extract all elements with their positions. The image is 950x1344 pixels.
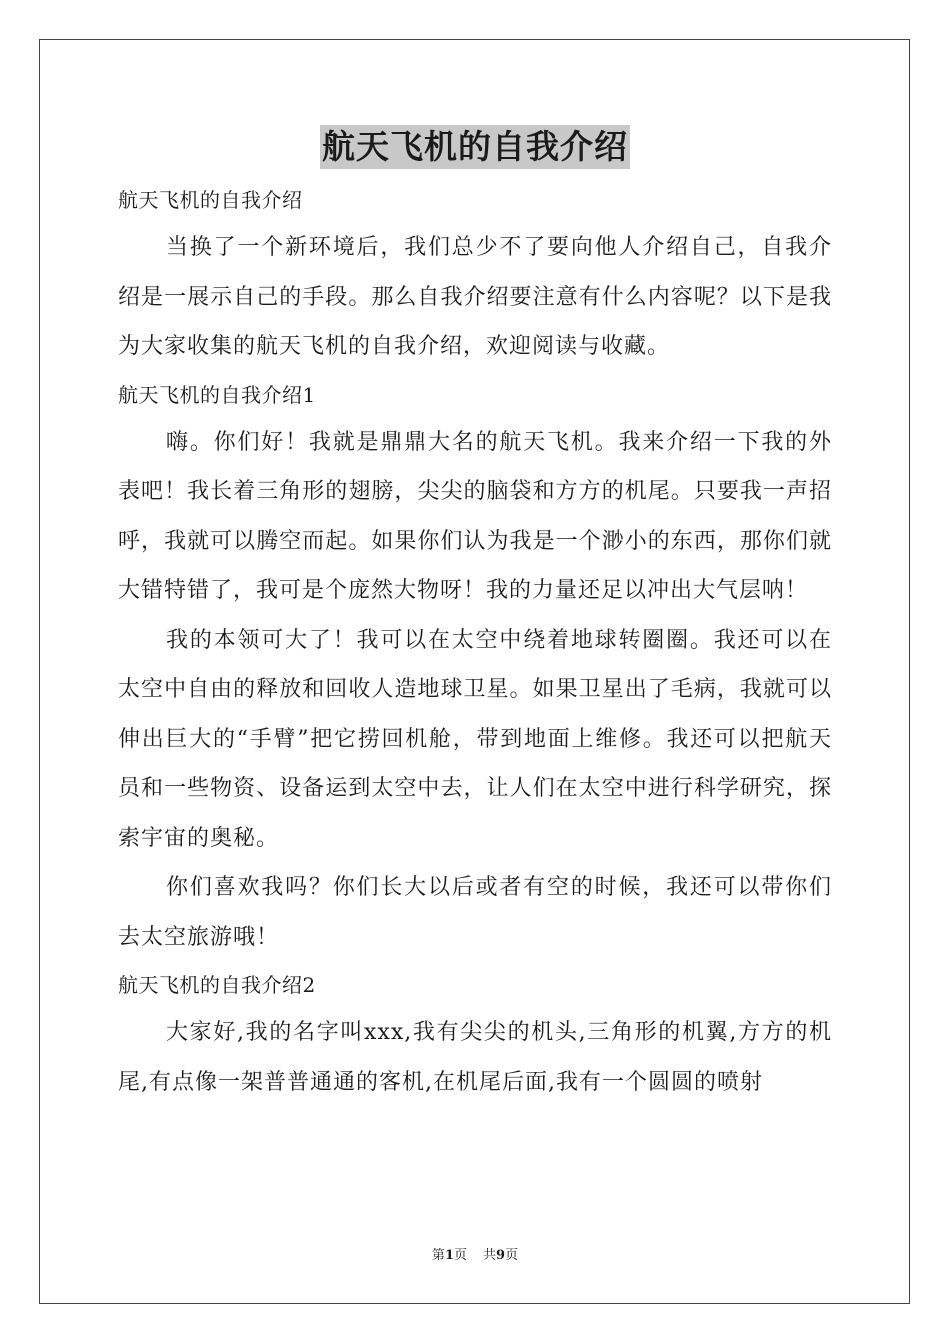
intro-heading: 航天飞机的自我介绍 [118, 188, 303, 212]
total-page-number: 9 [496, 1248, 506, 1263]
section-2-paragraph-1: 大家好,我的名字叫xxx,我有尖尖的机头,三角形的机翼,方方的机尾,有点像一架普普通通的客机,在机尾后面,我有一个圆圆的喷射 [118, 1020, 832, 1095]
section-2-heading: 航天飞机的自我介绍2 [118, 973, 316, 997]
document-title: 航天飞机的自我介绍 [320, 125, 630, 169]
document-body [118, 177, 832, 1107]
total-label-prefix: 共 [483, 1248, 497, 1263]
section-1-paragraph-3: 你们喜欢我吗？你们长大以后或者有空的时候，我还可以带你们去太空旅游哦！ [118, 875, 832, 950]
section-1-paragraph-2: 我的本领可大了！我可以在太空中绕着地球转圈圈。我还可以在太空中自由的释放和回收人造地球卫星。如果卫星出了毛病，我就可以伸出巨大的“手臂”把它捞回机舱，带到地面上维修。我还可以把航天员和一些物资、设备运到太空中去，让人们在太空中进行科学研究，探索宇宙的奥秘。 [118, 627, 832, 851]
section-1-paragraph-1: 嗨。你们好！我就是鼎鼎大名的航天飞机。我来介绍一下我的外表吧！我长着三角形的翅膀，尖尖的脑袋和方方的机尾。只要我一声招呼，我就可以腾空而起。如果你们认为我是一个渺小的东西，那你们就大错特错了，我可是个庞然大物呀！我的力量还足以冲出大气层呐！ [118, 429, 832, 603]
page-footer [0, 1247, 950, 1265]
current-page-number: 1 [444, 1248, 454, 1263]
intro-paragraph: 当换了一个新环境后，我们总少不了要向他人介绍自己，自我介绍是一展示自己的手段。那么自我介绍要注意有什么内容呢？以下是我为大家收集的航天飞机的自我介绍，欢迎阅读与收藏。 [118, 235, 832, 359]
section-1-heading: 航天飞机的自我介绍1 [118, 382, 316, 407]
total-label-suffix: 页 [505, 1248, 519, 1263]
page-label-prefix: 第 [431, 1248, 445, 1263]
title-area [0, 125, 950, 169]
page-label-suffix: 页 [453, 1248, 467, 1263]
